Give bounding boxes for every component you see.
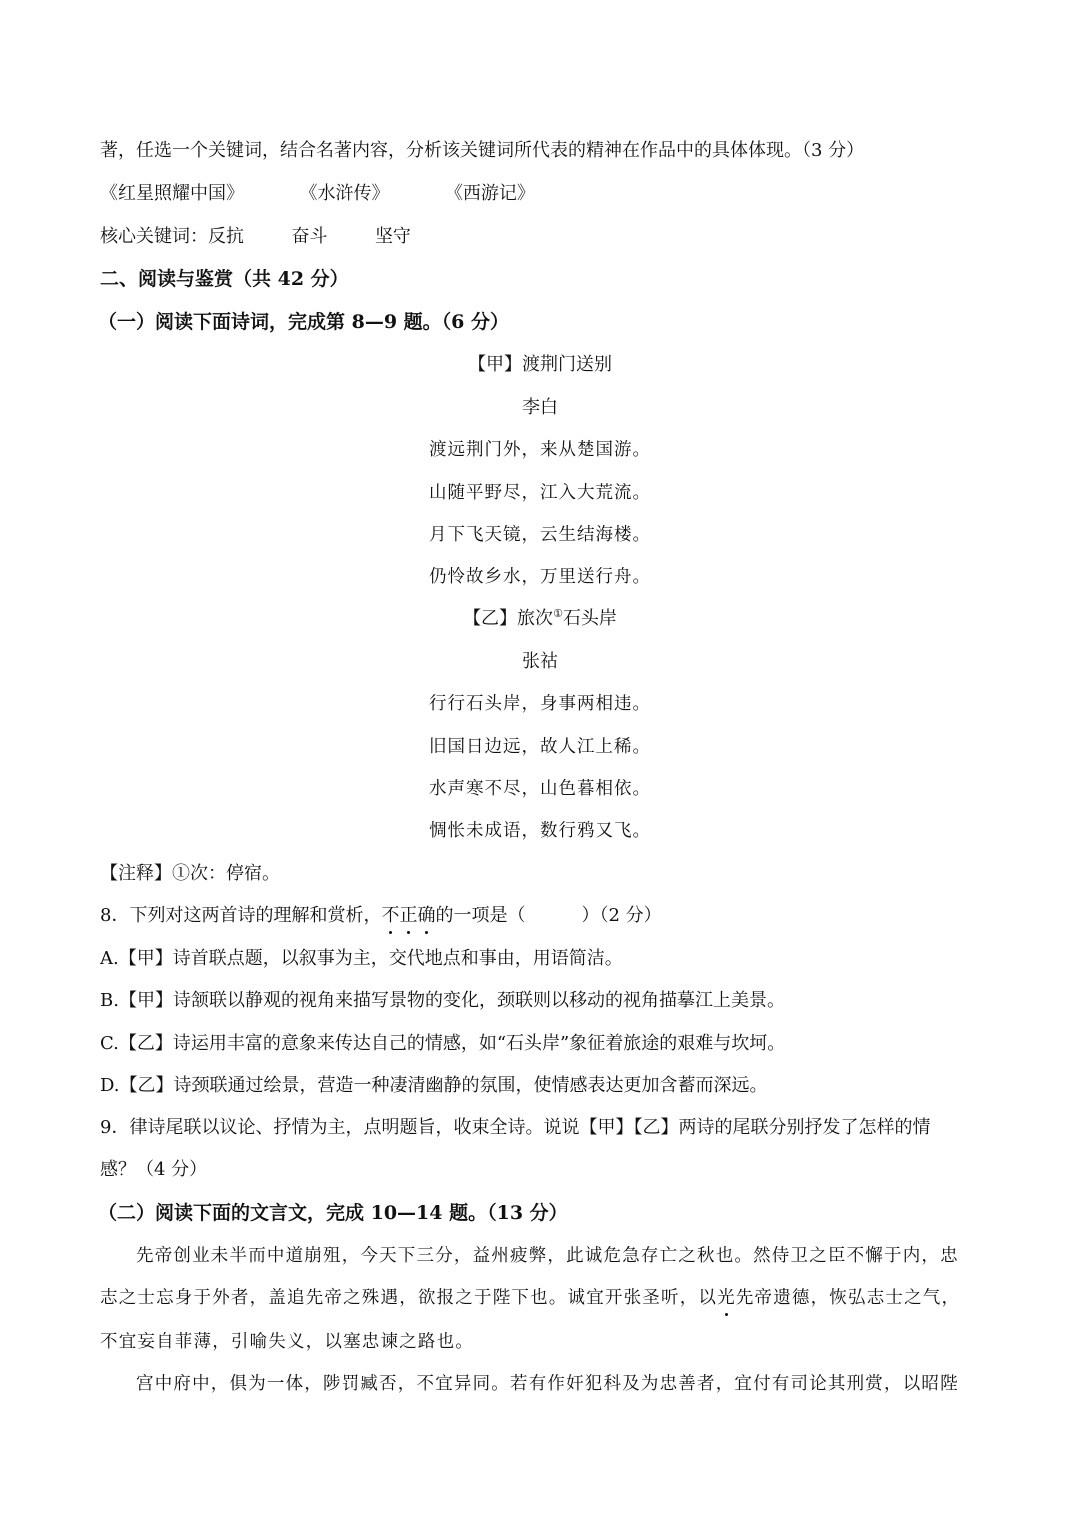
question-9-cont: 感？（4 分） <box>100 1159 208 1180</box>
option-d: D.【乙】诗颈联通过绘景，营造一种凄清幽静的氛围，使情感表达更加含蓄而深远。 <box>100 1075 768 1096</box>
book-title: 《西游记》 <box>444 183 535 204</box>
option-b: B.【甲】诗颔联以静观的视角来描写景物的变化，颈联则以移动的视角描摹江上美景。 <box>100 990 785 1011</box>
poem-jia-title: 【甲】渡荆门送别 <box>468 354 612 375</box>
option-a: A.【甲】诗首联点题，以叙事为主，交代地点和事由，用语简洁。 <box>100 948 623 969</box>
section-title: 二、阅读与鉴赏（共 42 分） <box>100 268 349 290</box>
poem-line: 山随平野尽，江入大荒流。 <box>429 483 651 503</box>
book-title: 《水浒传》 <box>299 183 390 204</box>
poem-line: 仍怜故乡水，万里送行舟。 <box>429 567 651 587</box>
emphasis-char: 不 <box>381 903 399 929</box>
classical-text-line: 先帝创业未半而中道崩殂，今天下三分，益州疲弊，此诚危急存亡之秋也。然侍卫之臣不懈于内，忠 <box>136 1246 959 1266</box>
keyword: 反抗 <box>208 226 244 247</box>
part1-title: （一）阅读下面诗词，完成第 8—9 题。（6 分） <box>98 311 510 333</box>
poem-line: 惆怅未成语，数行鸦又飞。 <box>429 821 651 841</box>
poem-line: 渡远荆门外，来从楚国游。 <box>429 440 651 460</box>
classical-text-line: 宫中府中，俱为一体，陟罚臧否，不宜异同。若有作奸犯科及为忠善者，宜付有司论其刑赏，以昭陛 <box>136 1374 959 1394</box>
keyword: 奋斗 <box>291 226 328 247</box>
poem-yi-author: 张祜 <box>522 651 558 672</box>
poem-line: 月下飞天镜，云生结海楼。 <box>429 525 651 545</box>
poem-line: 旧国日边远，故人江上稀。 <box>429 737 651 757</box>
poem-yi-title: 【乙】旅次①石头岸 <box>463 607 617 629</box>
annotation-note: 【注释】①次：停宿。 <box>100 863 280 884</box>
poem-jia-author: 李白 <box>522 397 558 418</box>
emphasis-char: 正 <box>399 903 417 929</box>
option-c: C.【乙】诗运用丰富的意象来传达自己的情感，如“石头岸”象征着旅途的艰难与坎坷。 <box>100 1033 786 1054</box>
keyword: 坚守 <box>374 226 411 247</box>
footnote-marker: ① <box>553 607 563 620</box>
classical-text-line: 志之士忘身于外者，盖追先帝之殊遇，欲报之于陛下也。诚宜开张圣听，以光先帝遗德，恢弘志士之气， <box>100 1285 960 1311</box>
question-8: 8．下列对这两首诗的理解和赏析，不正确的一项是（ ）（2 分） <box>100 903 662 929</box>
classical-text-line: 不宜妄自菲薄，引喻失义，以塞忠谏之路也。 <box>100 1332 474 1352</box>
keyword-line <box>100 224 411 250</box>
question-9: 9．律诗尾联以议论、抒情为主，点明题旨，收束全诗。说说【甲】【乙】两诗的尾联分别抒发了怎样的情 <box>100 1117 931 1138</box>
poem-line: 水声寒不尽，山色暮相依。 <box>429 779 651 799</box>
book-list <box>100 181 535 207</box>
intro-line: 著，任选一个关键词，结合名著内容，分析该关键词所代表的精神在作品中的具体体现。（3 分） <box>100 140 865 161</box>
keyword-label: 核心关键词： <box>100 226 208 247</box>
emphasis-char: 光 <box>717 1285 736 1311</box>
part2-title: （二）阅读下面的文言文，完成 10—14 题。（13 分） <box>98 1202 568 1224</box>
poem-line: 行行石头岸，身事两相违。 <box>429 694 651 714</box>
book-title: 《红星照耀中国》 <box>100 183 244 204</box>
emphasis-char: 确 <box>417 903 435 929</box>
